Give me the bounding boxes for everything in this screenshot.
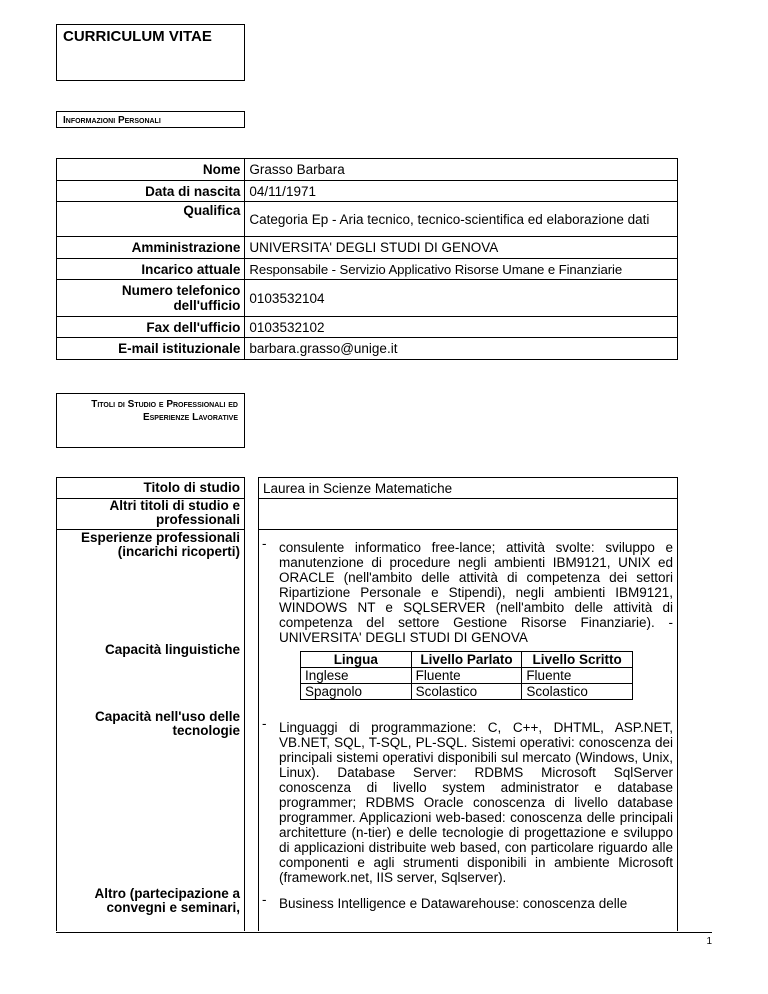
value-tecnologie-cell xyxy=(258,710,678,886)
label-incarico: Incarico attuale xyxy=(57,259,245,280)
label-titolo: Titolo di studio xyxy=(143,480,240,495)
label-email: E-mail istituzionale xyxy=(57,338,245,360)
lang-cell: Scolastico xyxy=(411,684,522,700)
label-altro-cell xyxy=(56,886,245,931)
value-qualifica: Categoria Ep - Aria tecnico, tecnico-scientifica ed elaborazione dati xyxy=(245,202,678,237)
page-number: 1 xyxy=(706,936,712,947)
table-row xyxy=(57,237,678,259)
value-titolo: Laurea in Scienze Matematiche xyxy=(263,481,453,496)
value-altro-cell xyxy=(258,886,678,931)
table-row xyxy=(57,317,678,338)
section-personal-title: Informazioni Personali xyxy=(63,115,161,126)
label-lingue-cell xyxy=(56,640,245,710)
value-esperienze: consulente informatico free-lance; attività svolte: sviluppo e manutenzione di procedure negli ambienti IBM9121, UNIX ed ORACLE (nell'ambito delle attività di competenza dei settori Ripartizione Personale e Stipendi), negli ambienti IBM9121, WINDOWS NT e SQLSERVER (nell'ambito delle attività di competenza del settore Gestione Risorse Finanziarie). - UNIVERSITA' DEGLI STUDI DI GENOVA xyxy=(279,540,673,645)
label-titolo-cell xyxy=(56,477,245,499)
value-lingue-cell xyxy=(258,640,678,710)
footer-rule xyxy=(56,932,712,933)
label-altro: Altro (partecipazione a convegni e seminari, xyxy=(94,886,240,915)
table-row xyxy=(301,684,633,700)
label-esperienze-cell xyxy=(56,530,245,640)
value-titolo-cell xyxy=(258,477,678,499)
value-amministrazione: UNIVERSITA' DEGLI STUDI DI GENOVA xyxy=(245,237,678,259)
table-row xyxy=(57,259,678,280)
lang-cell: Fluente xyxy=(522,668,633,684)
languages-table xyxy=(300,651,633,700)
table-row xyxy=(57,181,678,202)
lang-cell: Spagnolo xyxy=(301,684,412,700)
personal-info-table xyxy=(56,158,678,360)
value-tecnologie: Linguaggi di programmazione: C, C++, DHTML, ASP.NET, VB.NET, SQL, T-SQL, PL-SQL. Sistemi operativi: conoscenza dei principali sistemi operativi disponibili sul mercato (Windows, Unix, Linux). Database Server: RDBMS Microsoft SqlServer conoscenza di livello system administrator e database programmer; RDBMS Oracle conoscenza di livello database programmer. Applicazioni web-based: conoscenza delle principali architetture (n-tier) e delle tecnologie di progettazione e sviluppo di applicazioni distribuite web based, con particolare riguardo alle componenti e agli strumenti disponibili in ambiente Microsoft (framework.net, IIS server, Sqlserver). xyxy=(279,720,673,885)
lang-cell: Fluente xyxy=(411,668,522,684)
table-row xyxy=(57,202,678,237)
label-tecnologie: Capacità nell'uso delle tecnologie xyxy=(94,709,240,738)
label-telefono: Numero telefonico dell'ufficio xyxy=(57,280,245,317)
languages-header-row xyxy=(301,652,633,668)
table-row xyxy=(57,159,678,181)
cv-title-box xyxy=(56,24,245,81)
label-tecnologie-cell xyxy=(56,710,245,886)
lang-header-scritto: Livello Scritto xyxy=(522,652,633,668)
bullet-dash: - xyxy=(262,716,267,731)
value-telefono: 0103532104 xyxy=(245,280,678,317)
lang-header-lingua: Lingua xyxy=(301,652,412,668)
section-studies-box xyxy=(56,393,245,448)
bullet-dash: - xyxy=(262,892,267,907)
lang-cell: Scolastico xyxy=(522,684,633,700)
value-esperienze-cell xyxy=(258,530,678,645)
lang-header-parlato: Livello Parlato xyxy=(411,652,522,668)
label-esperienze: Esperienze professionali (incarichi ricoperti) xyxy=(80,530,240,559)
value-altri-cell xyxy=(258,498,678,530)
label-altri-cell xyxy=(56,498,245,530)
section-studies-title: Titoli di Studio e Professionali ed Esperienze Lavorative xyxy=(91,399,238,423)
label-fax: Fax dell'ufficio xyxy=(57,317,245,338)
label-data-nascita: Data di nascita xyxy=(57,181,245,202)
label-lingue: Capacità linguistiche xyxy=(104,642,240,657)
lang-cell: Inglese xyxy=(301,668,412,684)
value-nome: Grasso Barbara xyxy=(245,159,678,181)
value-altro: Business Intelligence e Datawarehouse: conoscenza delle xyxy=(279,896,628,911)
table-row xyxy=(57,280,678,317)
section-personal-box xyxy=(56,111,245,128)
bullet-dash: - xyxy=(262,536,267,551)
table-row xyxy=(57,338,678,360)
label-altri: Altri titoli di studio e professionali xyxy=(109,498,240,527)
table-row xyxy=(301,668,633,684)
label-nome: Nome xyxy=(57,159,245,181)
value-data-nascita: 04/11/1971 xyxy=(245,181,678,202)
label-amministrazione: Amministrazione xyxy=(57,237,245,259)
cv-title: CURRICULUM VITAE xyxy=(63,28,212,45)
value-email: barbara.grasso@unige.it xyxy=(245,338,678,360)
value-incarico: Responsabile - Servizio Applicativo Risorse Umane e Finanziarie xyxy=(245,259,678,280)
value-fax: 0103532102 xyxy=(245,317,678,338)
label-qualifica: Qualifica xyxy=(57,202,245,237)
